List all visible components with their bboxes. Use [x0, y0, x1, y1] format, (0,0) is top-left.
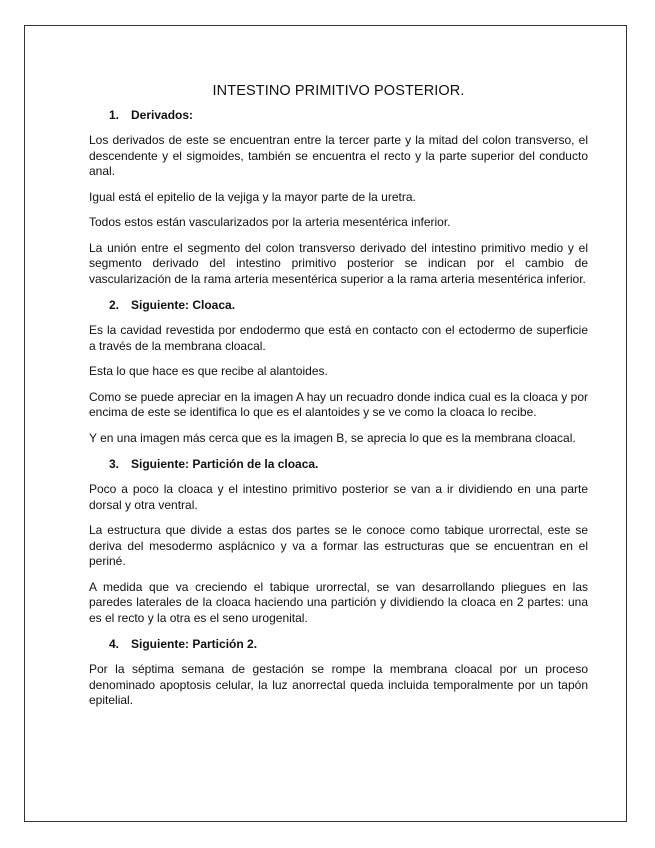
- section-heading-text: Siguiente: Partición de la cloaca.: [131, 457, 319, 471]
- section-number: 1.: [109, 108, 120, 122]
- paragraph: A medida que va creciendo el tabique urorrectal, se van desarrollando pliegues en las paredes laterales de la cloaca haciendo una partición y dividiendo la cloaca en 2 partes: una es el recto y la otra es el seno urogenital.: [89, 579, 588, 625]
- section-heading: [109, 636, 588, 652]
- section-heading: [109, 107, 588, 123]
- section-number: 4.: [109, 637, 120, 651]
- section-number: 3.: [109, 457, 120, 471]
- section-number: 2.: [109, 298, 120, 312]
- paragraph: Esta lo que hace es que recibe al alantoides.: [89, 364, 328, 378]
- paragraph: Todos estos están vascularizados por la arteria mesentérica inferior.: [89, 215, 451, 229]
- paragraph: La unión entre el segmento del colon transverso derivado del intestino primitivo medio y el segmento derivado del intestino primitivo posterior se indican por el cambio de vascularización de la rama arteria mesentérica superior a la rama arteria mesentérica inferior.: [89, 240, 588, 286]
- paragraph: Poco a poco la cloaca y el intestino primitivo posterior se van a ir dividiendo en una parte dorsal y otra ventral.: [89, 482, 588, 512]
- paragraph: Es la cavidad revestida por endodermo que está en contacto con el ectodermo de superficie a través de la membrana cloacal.: [89, 323, 588, 353]
- paragraph: Los derivados de este se encuentran entre la tercer parte y la mitad del colon transverso, el descendente y el sigmoides, también se encuentra el recto y la parte superior del conducto anal.: [89, 133, 588, 178]
- paragraph: Como se puede apreciar en la imagen A hay un recuadro donde indica cual es la cloaca y por encima de este se identifica lo que es el alantoides y se ve como la cloaca lo recibe.: [89, 389, 588, 419]
- paragraph: Y en una imagen más cerca que es la imagen B, se aprecia lo que es la membrana cloacal.: [89, 430, 576, 445]
- section-heading-text: Derivados:: [131, 108, 194, 122]
- section-heading-text: Siguiente: Partición 2.: [131, 637, 258, 651]
- section-heading: [109, 456, 588, 472]
- paragraph: Por la séptima semana de gestación se rompe la membrana cloacal por un proceso denominado apoptosis celular, la luz anorrectal queda incluida temporalmente por un tapón epitelial.: [89, 662, 588, 707]
- paragraph: La estructura que divide a estas dos partes se le conoce como tabique urorrectal, este se deriva del mesodermo asplácnico y va a formar las estructuras que se encuentran en el periné.: [89, 523, 588, 568]
- document-page: [24, 25, 627, 822]
- document-content: [89, 81, 588, 719]
- paragraph: Igual está el epitelio de la vejiga y la mayor parte de la uretra.: [89, 189, 416, 204]
- document-title: INTESTINO PRIMITIVO POSTERIOR.: [212, 83, 465, 99]
- section-heading: [109, 297, 588, 313]
- section-heading-text: Siguiente: Cloaca.: [131, 298, 236, 312]
